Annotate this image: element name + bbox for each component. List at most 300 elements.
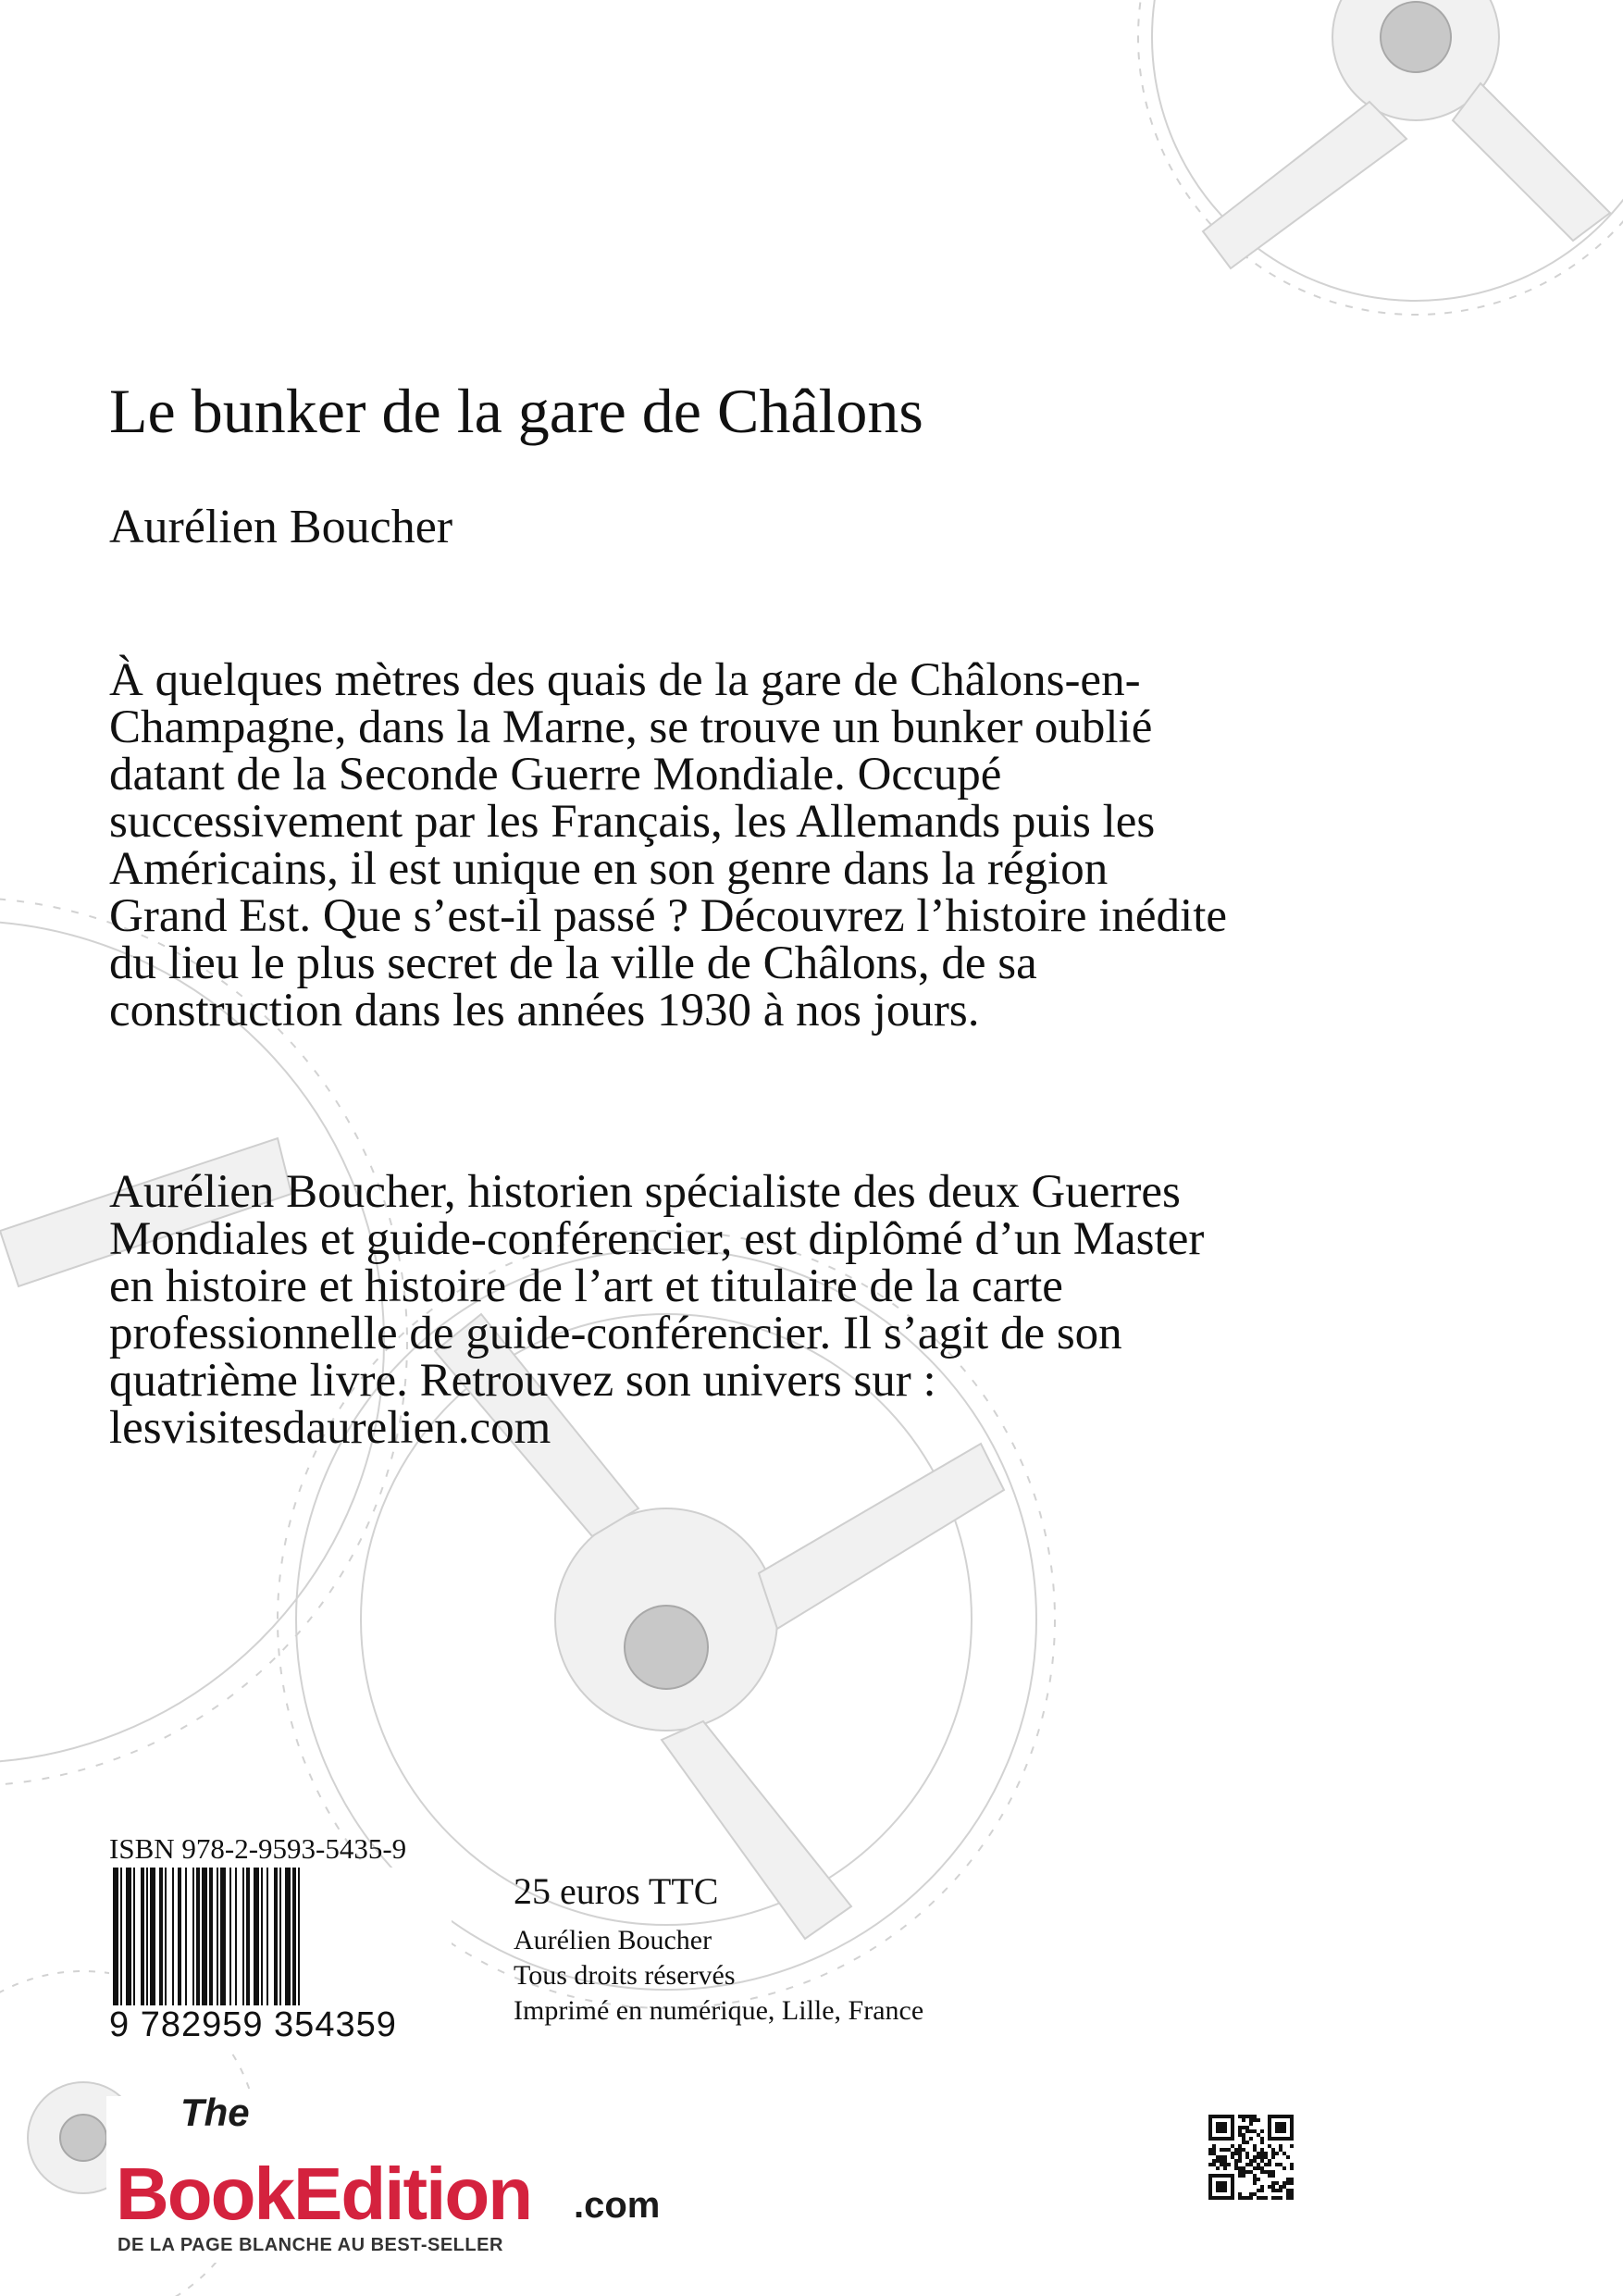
barcode-bars <box>109 1868 452 2006</box>
qr-module <box>1286 2137 1290 2141</box>
qr-module <box>1286 2178 1290 2181</box>
imprint-author: Aurélien Boucher <box>514 1925 712 1955</box>
qr-module <box>1253 2174 1257 2178</box>
qr-module <box>1216 2137 1220 2141</box>
qr-module <box>1290 2133 1294 2137</box>
qr-module <box>1208 2196 1212 2200</box>
qr-module <box>1282 2166 1286 2170</box>
qr-module <box>1216 2166 1220 2170</box>
logo-domain: .com <box>574 2185 661 2226</box>
qr-module <box>1260 2148 1264 2152</box>
qr-module <box>1220 2122 1223 2126</box>
price: 25 euros TTC <box>514 1870 719 1912</box>
qr-module <box>1242 2141 1245 2144</box>
qr-module <box>1216 2181 1220 2185</box>
qr-module <box>1220 2137 1223 2141</box>
qr-module <box>1220 2185 1223 2189</box>
qr-module <box>1234 2159 1238 2163</box>
qr-module <box>1290 2115 1294 2118</box>
qr-module <box>1231 2178 1234 2181</box>
qr-module <box>1231 2155 1234 2159</box>
qr-module <box>1257 2189 1260 2192</box>
qr-module <box>1216 2122 1220 2126</box>
qr-module <box>1238 2155 1242 2159</box>
qr-module <box>1238 2115 1242 2118</box>
gear-icon <box>1138 0 1623 315</box>
qr-module <box>1249 2163 1253 2166</box>
qr-module <box>1271 2137 1275 2141</box>
qr-module <box>1253 2159 1257 2163</box>
qr-module <box>1242 2115 1245 2118</box>
qr-module <box>1290 2192 1294 2196</box>
qr-module <box>1264 2155 1268 2159</box>
qr-module <box>1275 2122 1279 2126</box>
barcode-bar <box>209 1868 213 2006</box>
qr-module <box>1271 2152 1275 2155</box>
qr-module <box>1238 2129 1242 2133</box>
barcode-bar <box>292 1868 296 2006</box>
qr-module <box>1253 2144 1257 2148</box>
qr-module <box>1282 2115 1286 2118</box>
qr-module <box>1268 2170 1271 2174</box>
qr-module <box>1216 2196 1220 2200</box>
qr-module <box>1212 2148 1216 2152</box>
qr-module <box>1216 2174 1220 2178</box>
qr-module <box>1249 2159 1253 2163</box>
qr-module <box>1242 2148 1245 2152</box>
qr-module <box>1216 2159 1220 2163</box>
qr-module <box>1238 2148 1242 2152</box>
qr-module <box>1208 2137 1212 2141</box>
qr-module <box>1208 2181 1212 2185</box>
barcode-bar <box>150 1868 155 2006</box>
qr-module <box>1268 2129 1271 2133</box>
qr-module <box>1279 2144 1282 2148</box>
qr-module <box>1223 2196 1227 2200</box>
qr-module <box>1231 2122 1234 2126</box>
qr-module <box>1290 2166 1294 2170</box>
qr-module <box>1290 2118 1294 2122</box>
qr-module <box>1286 2115 1290 2118</box>
qr-module <box>1260 2166 1264 2170</box>
qr-module <box>1268 2118 1271 2122</box>
qr-module <box>1238 2192 1242 2196</box>
qr-module <box>1227 2174 1231 2178</box>
qr-module <box>1227 2163 1231 2166</box>
barcode-bar <box>220 1868 226 2006</box>
barcode-bar <box>279 1868 281 2006</box>
qr-module <box>1208 2129 1212 2133</box>
qr-module <box>1223 2174 1227 2178</box>
qr-module <box>1245 2155 1249 2159</box>
qr-module <box>1223 2189 1227 2192</box>
barcode-bar <box>126 1868 131 2006</box>
qr-module <box>1220 2189 1223 2192</box>
barcode-bar <box>192 1868 194 2006</box>
qr-module <box>1223 2137 1227 2141</box>
qr-module <box>1275 2137 1279 2141</box>
qr-module <box>1220 2115 1223 2118</box>
book-blurb: À quelques mètres des quais de la gare de Châlons-en-Champagne, dans la Marne, se trouve un bunker oublié datant de la Seconde Guerre Mondiale. Occupé successivement par les Français, les Allemands puis les Américains, il est unique en son genre dans la région Grand Est. Que s’est-il passé ? Découvrez l’histoire inédite du lieu le plus secret de la ville de Châlons, de sa construction dans les années 1930 à nos jours. <box>109 654 1228 1036</box>
qr-module <box>1268 2159 1271 2163</box>
qr-module <box>1242 2174 1245 2178</box>
qr-module <box>1264 2152 1268 2155</box>
qr-module <box>1245 2115 1249 2118</box>
qr-module <box>1282 2185 1286 2189</box>
qr-module <box>1231 2115 1234 2118</box>
qr-module <box>1208 2152 1212 2155</box>
qr-module <box>1290 2122 1294 2126</box>
qr-module <box>1249 2115 1253 2118</box>
qr-module <box>1290 2129 1294 2133</box>
qr-module <box>1208 2122 1212 2126</box>
barcode-bar <box>113 1868 118 2006</box>
qr-module <box>1223 2166 1227 2170</box>
qr-module <box>1220 2126 1223 2129</box>
qr-module <box>1253 2181 1257 2185</box>
qr-module <box>1223 2159 1227 2163</box>
qr-module <box>1242 2137 1245 2141</box>
qr-module <box>1290 2196 1294 2200</box>
logo-tagline: DE LA PAGE BLANCHE AU BEST-SELLER <box>118 2235 503 2255</box>
qr-module <box>1208 2163 1212 2166</box>
qr-module <box>1268 2115 1271 2118</box>
qr-module <box>1216 2126 1220 2129</box>
qr-module <box>1257 2178 1260 2181</box>
qr-module <box>1220 2148 1223 2152</box>
barcode-bar <box>246 1868 250 2006</box>
barcode-bar <box>285 1868 291 2006</box>
barcode-bar <box>274 1868 278 2006</box>
qr-module <box>1223 2163 1227 2166</box>
qr-module <box>1279 2129 1282 2133</box>
qr-module <box>1290 2178 1294 2181</box>
qr-module <box>1260 2170 1264 2174</box>
qr-module <box>1253 2118 1257 2122</box>
qr-module <box>1286 2192 1290 2196</box>
barcode-bar <box>229 1868 231 2006</box>
barcode-bar <box>235 1868 237 2006</box>
qr-module <box>1290 2144 1294 2148</box>
qr-module <box>1253 2178 1257 2181</box>
qr-module <box>1275 2181 1279 2185</box>
qr-module <box>1268 2133 1271 2137</box>
qr-module <box>1238 2159 1242 2163</box>
barcode-bar <box>141 1868 144 2006</box>
qr-module <box>1257 2163 1260 2166</box>
qr-module <box>1282 2126 1286 2129</box>
qr-module <box>1231 2129 1234 2133</box>
qr-module <box>1290 2126 1294 2129</box>
barcode-bar <box>298 1868 300 2006</box>
qr-module <box>1275 2115 1279 2118</box>
qr-module <box>1238 2196 1242 2200</box>
qr-module <box>1231 2185 1234 2189</box>
qr-module <box>1212 2174 1216 2178</box>
qr-module <box>1223 2148 1227 2152</box>
qr-module <box>1242 2126 1245 2129</box>
qr-module <box>1282 2137 1286 2141</box>
qr-module <box>1268 2137 1271 2141</box>
qr-module <box>1227 2148 1231 2152</box>
qr-module <box>1208 2118 1212 2122</box>
author-bio: Aurélien Boucher, historien spécialiste des deux Guerres Mondiales et guide-conférencier, est diplômé d’un Master en histoire et histoire de l’art et titulaire de la carte professionnelle de guide-conférencier. Il s’agit de son quatrième livre. Retrouvez son univers sur : lesvisitesdaurelien.com <box>109 1166 1205 1454</box>
barcode-bar <box>165 1868 167 2006</box>
qr-module <box>1245 2126 1249 2129</box>
qr-module <box>1271 2189 1275 2192</box>
qr-module <box>1264 2196 1268 2200</box>
qr-module <box>1257 2118 1260 2122</box>
qr-module <box>1253 2192 1257 2196</box>
imprint-rights: Tous droits réservés <box>514 1960 736 1991</box>
qr-module <box>1253 2148 1257 2152</box>
qr-module <box>1268 2174 1271 2178</box>
qr-module <box>1220 2163 1223 2166</box>
qr-module <box>1290 2189 1294 2192</box>
qr-module <box>1231 2196 1234 2200</box>
barcode-bar <box>242 1868 244 2006</box>
qr-module <box>1216 2115 1220 2118</box>
barcode-digits: 9 782959 354359 <box>109 2005 452 2045</box>
qr-module <box>1231 2144 1234 2148</box>
qr-module <box>1275 2189 1279 2192</box>
qr-module <box>1208 2185 1212 2189</box>
qr-module <box>1268 2144 1271 2148</box>
barcode-bar <box>266 1868 268 2006</box>
qr-module <box>1282 2152 1286 2155</box>
qr-module <box>1245 2129 1249 2133</box>
qr-module <box>1249 2196 1253 2200</box>
qr-module <box>1290 2163 1294 2166</box>
qr-module <box>1271 2155 1275 2159</box>
qr-module <box>1257 2196 1260 2200</box>
qr-module <box>1260 2196 1264 2200</box>
qr-module <box>1242 2166 1245 2170</box>
barcode-bar <box>261 1868 263 2006</box>
qr-module <box>1242 2133 1245 2137</box>
qr-module <box>1290 2181 1294 2185</box>
qr-module <box>1231 2126 1234 2129</box>
book-title: Le bunker de la gare de Châlons <box>109 376 923 446</box>
qr-module <box>1234 2148 1238 2152</box>
qr-module <box>1271 2174 1275 2178</box>
qr-module <box>1271 2115 1275 2118</box>
qr-module <box>1271 2148 1275 2152</box>
qr-module <box>1231 2189 1234 2192</box>
barcode-bar <box>217 1868 218 2006</box>
qr-module <box>1208 2178 1212 2181</box>
qr-module <box>1279 2196 1282 2200</box>
barcode-bar <box>178 1868 181 2006</box>
isbn-label: ISBN 978-2-9593-5435-9 <box>109 1832 407 1865</box>
qr-module <box>1260 2155 1264 2159</box>
qr-module <box>1234 2152 1238 2155</box>
qr-module <box>1234 2163 1238 2166</box>
qr-module <box>1238 2144 1242 2148</box>
qr-module <box>1238 2166 1242 2170</box>
qr-module <box>1223 2181 1227 2185</box>
qr-module <box>1231 2192 1234 2196</box>
qr-module <box>1282 2129 1286 2133</box>
qr-module <box>1223 2155 1227 2159</box>
qr-module <box>1253 2129 1257 2133</box>
qr-module <box>1212 2152 1216 2155</box>
qr-module <box>1264 2163 1268 2166</box>
qr-module <box>1275 2152 1279 2155</box>
qr-module <box>1208 2148 1212 2152</box>
qr-module <box>1227 2196 1231 2200</box>
qr-module <box>1212 2144 1216 2148</box>
barcode-bar <box>172 1868 174 2006</box>
barcode-bar <box>202 1868 207 2006</box>
barcode-bar <box>133 1868 135 2006</box>
qr-module <box>1268 2163 1271 2166</box>
qr-module <box>1279 2115 1282 2118</box>
logo-name: BookEdition <box>116 2153 532 2235</box>
qr-module <box>1249 2137 1253 2141</box>
qr-module <box>1257 2152 1260 2155</box>
qr-module <box>1264 2170 1268 2174</box>
qr-module <box>1275 2129 1279 2133</box>
qr-module <box>1245 2152 1249 2155</box>
qr-module <box>1279 2185 1282 2189</box>
qr-module <box>1242 2196 1245 2200</box>
qr-module <box>1238 2133 1242 2137</box>
qr-module <box>1275 2163 1279 2166</box>
qr-module <box>1231 2181 1234 2185</box>
qr-module <box>1220 2159 1223 2163</box>
qr-module <box>1275 2196 1279 2200</box>
qr-module <box>1279 2137 1282 2141</box>
qr-module <box>1216 2129 1220 2133</box>
qr-module <box>1223 2126 1227 2129</box>
qr-module <box>1257 2166 1260 2170</box>
qr-module <box>1212 2163 1216 2166</box>
qr-module <box>1245 2163 1249 2166</box>
qr-module <box>1260 2152 1264 2155</box>
qr-module <box>1223 2185 1227 2189</box>
qr-module <box>1238 2126 1242 2129</box>
barcode-bar <box>254 1868 259 2006</box>
logo-the: The <box>180 2091 250 2134</box>
qr-module <box>1282 2181 1286 2185</box>
qr-module <box>1271 2185 1275 2189</box>
qr-module <box>1249 2118 1253 2122</box>
qr-module <box>1220 2174 1223 2178</box>
qr-module <box>1212 2137 1216 2141</box>
qr-module <box>1271 2170 1275 2174</box>
qr-module <box>1279 2148 1282 2152</box>
qr-module <box>1238 2152 1242 2155</box>
qr-module <box>1245 2141 1249 2144</box>
qr-module <box>1260 2185 1264 2189</box>
qr-module <box>1279 2189 1282 2192</box>
qr-module <box>1220 2181 1223 2185</box>
qr-code-icon <box>1208 2115 1294 2200</box>
qr-module <box>1220 2196 1223 2200</box>
qr-module <box>1223 2115 1227 2118</box>
qr-module <box>1212 2196 1216 2200</box>
qr-module <box>1234 2166 1238 2170</box>
barcode-bar <box>185 1868 187 2006</box>
qr-module <box>1257 2133 1260 2137</box>
qr-module <box>1231 2137 1234 2141</box>
qr-module <box>1286 2189 1290 2192</box>
qr-module <box>1227 2137 1231 2141</box>
qr-module <box>1231 2174 1234 2178</box>
qr-module <box>1216 2189 1220 2192</box>
qr-module <box>1208 2174 1212 2178</box>
qr-module <box>1286 2181 1290 2185</box>
qr-module <box>1208 2115 1212 2118</box>
qr-module <box>1279 2122 1282 2126</box>
imprint-printed: Imprimé en numérique, Lille, France <box>514 1995 924 2026</box>
qr-module <box>1260 2159 1264 2163</box>
barcode-bar <box>120 1868 122 2006</box>
qr-module <box>1279 2126 1282 2129</box>
qr-module <box>1231 2118 1234 2122</box>
qr-module <box>1208 2192 1212 2196</box>
qr-module <box>1253 2115 1257 2118</box>
qr-module <box>1231 2152 1234 2155</box>
barcode-bar <box>196 1868 200 2006</box>
qr-module <box>1260 2189 1264 2192</box>
qr-module <box>1245 2170 1249 2174</box>
qr-module <box>1227 2115 1231 2118</box>
qr-module <box>1279 2163 1282 2166</box>
qr-module <box>1245 2196 1249 2200</box>
qr-module <box>1257 2155 1260 2159</box>
qr-module <box>1238 2170 1242 2174</box>
qr-module <box>1286 2196 1290 2200</box>
publisher-logo <box>106 2091 662 2263</box>
qr-module <box>1208 2133 1212 2137</box>
qr-module <box>1208 2126 1212 2129</box>
qr-module <box>1253 2166 1257 2170</box>
qr-module <box>1216 2155 1220 2159</box>
qr-module <box>1249 2129 1253 2133</box>
qr-module <box>1260 2141 1264 2144</box>
qr-module <box>1260 2129 1264 2133</box>
qr-module <box>1249 2192 1253 2196</box>
qr-module <box>1268 2126 1271 2129</box>
qr-module <box>1242 2170 1245 2174</box>
qr-module <box>1216 2185 1220 2189</box>
qr-module <box>1268 2185 1271 2189</box>
qr-module <box>1268 2122 1271 2126</box>
qr-module <box>1275 2126 1279 2129</box>
barcode-bar <box>146 1868 148 2006</box>
qr-module <box>1260 2137 1264 2141</box>
qr-module <box>1220 2155 1223 2159</box>
qr-module <box>1249 2170 1253 2174</box>
qr-module <box>1253 2155 1257 2159</box>
qr-module <box>1223 2122 1227 2126</box>
qr-module <box>1231 2133 1234 2137</box>
qr-module <box>1271 2181 1275 2185</box>
qr-module <box>1223 2129 1227 2133</box>
qr-module <box>1242 2118 1245 2122</box>
qr-module <box>1208 2189 1212 2192</box>
qr-module <box>1286 2155 1290 2159</box>
qr-module <box>1220 2129 1223 2133</box>
qr-module <box>1271 2196 1275 2200</box>
book-author: Aurélien Boucher <box>109 501 453 553</box>
barcode-bar <box>159 1868 163 2006</box>
qr-module <box>1282 2122 1286 2126</box>
qr-module <box>1212 2159 1216 2163</box>
qr-module <box>1212 2115 1216 2118</box>
